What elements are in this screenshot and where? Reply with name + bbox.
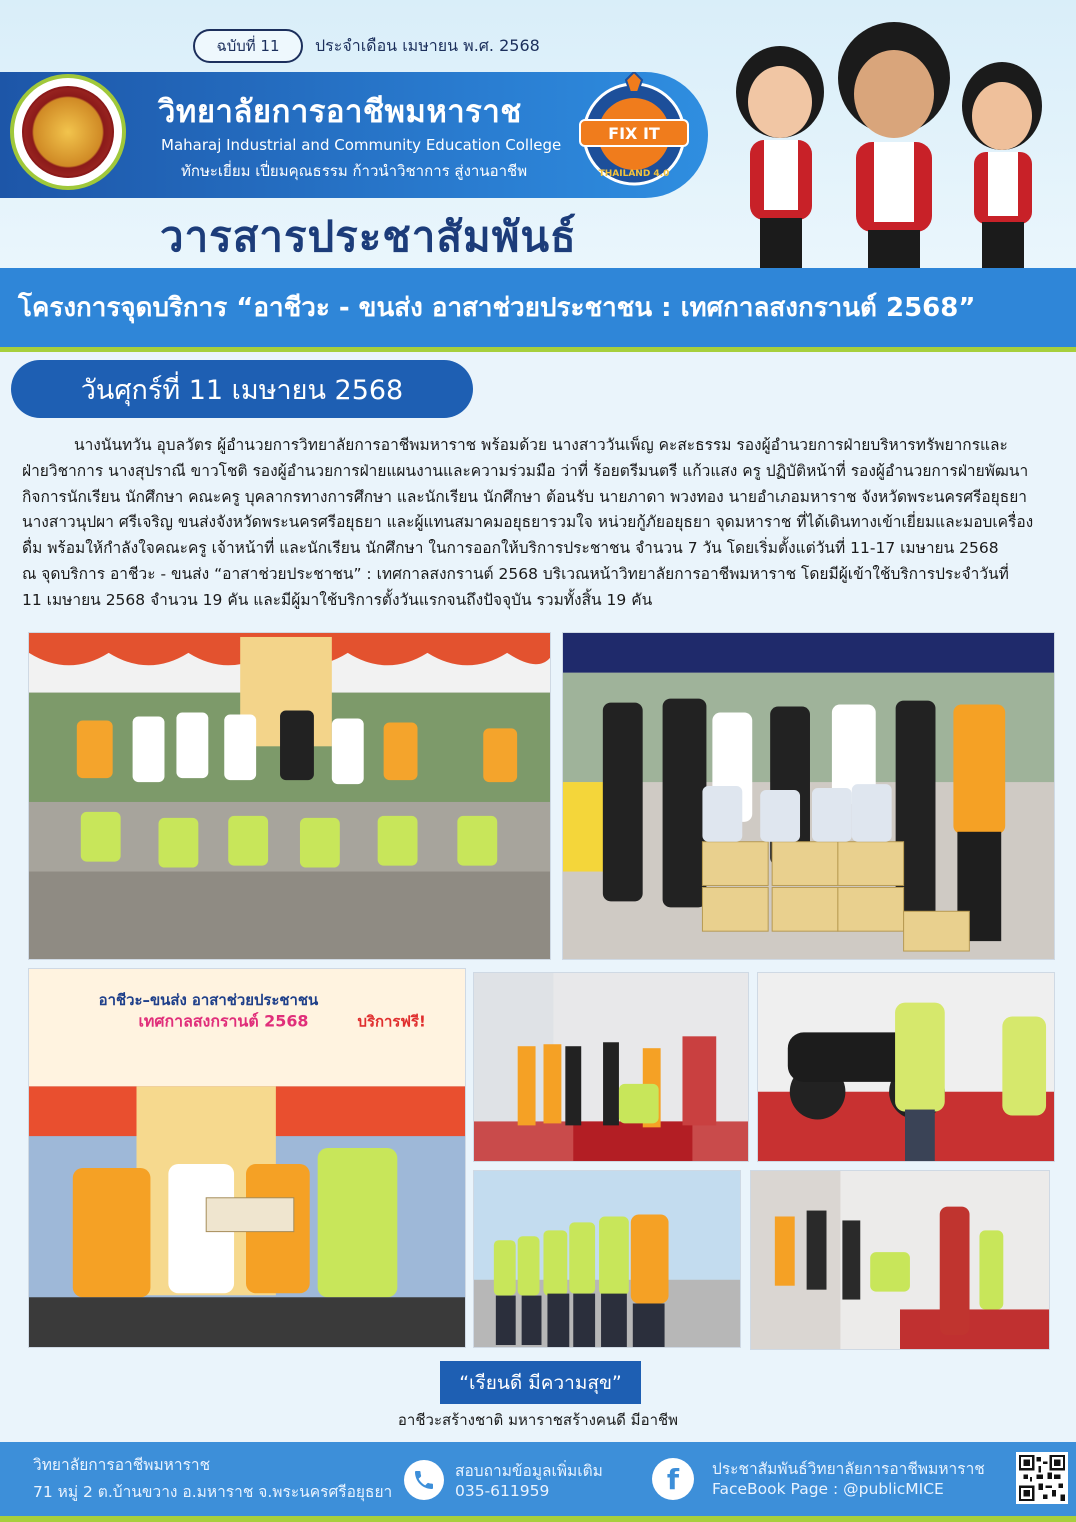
- badge-text: FIX IT: [608, 124, 660, 143]
- issue-month: ประจำเดือน เมษายน พ.ศ. 2568: [315, 36, 540, 55]
- officials-photo: [562, 632, 1055, 960]
- repair-bay-photo: [750, 1170, 1050, 1350]
- footer-address: 71 หมู่ 2 ต.บ้านขวาง อ.มหาราช จ.พระนครศรีอยุธยา: [33, 1483, 393, 1501]
- article-body: [22, 433, 1056, 614]
- group-photo: [28, 632, 551, 960]
- project-title: โครงการจุดบริการ “อาชีวะ - ขนส่ง อาสาช่วยประชาชน : เทศกาลสงกรานต์ 2568”: [18, 293, 976, 323]
- footer-college: วิทยาลัยการอาชีพมหาราช: [33, 1456, 211, 1474]
- issue-number: ฉบับที่ 11: [193, 29, 303, 63]
- slogan-subtext: อาชีวะสร้างชาติ มหาราชสร้างคนดี มีอาชีพ: [397, 1411, 679, 1429]
- college-logo-icon: [10, 74, 126, 190]
- motorcycle-service-photo: [757, 972, 1055, 1162]
- college-name-thai: วิทยาลัยการอาชีพมหาราช: [158, 94, 522, 130]
- phone-icon: [404, 1460, 444, 1500]
- article-line: ฝ่ายวิชาการ นางสุปราณี ขาวโชติ รองผู้อำนวยการฝ่ายแผนงานและความร่วมมือ ว่าที่ ร้อยตรีมนตรี แก้วแสง ครู ปฏิบัติหน้าที่ รองผู้อำนวยการฝ่ายพัฒนา: [22, 461, 1029, 480]
- qr-code-icon[interactable]: [1016, 1452, 1068, 1504]
- badge-subtext: THAILAND 4.0: [598, 169, 670, 179]
- event-date: วันศุกร์ที่ 11 เมษายน 2568: [11, 360, 473, 418]
- garage-photo: [473, 972, 749, 1162]
- contact-label: สอบถามข้อมูลเพิ่มเติม: [455, 1462, 603, 1480]
- article-line: กิจการนักเรียน นักศึกษา คณะครู บุคลากรทางการศึกษา และนักเรียน นักศึกษา ต้อนรับ นายภาดา พวงทอง นายอำเภอมหาราช จังหวัดพระนครศรีอยุธยา: [22, 487, 1028, 506]
- journal-title: วารสารประชาสัมพันธ์: [160, 212, 577, 261]
- article-line: ดื่ม พร้อมให้กำลังใจคณะครู เจ้าหน้าที่ และนักเรียน นักศึกษา ในการออกให้บริการประชาชน จำนวน 7 วัน โดยเริ่มตั้งแต่วันที่ 11-17 เมษายน 2568: [22, 539, 999, 558]
- article-line: ณ จุดบริการ อาชีวะ - ขนส่ง “อาสาช่วยประชาชน” : เทศกาลสงกรานต์ 2568 บริเวณหน้าวิทยาลัยการอาชีพมหาราช โดยมีผู้เข้าใช้บริการประจำวันที่: [22, 564, 1009, 583]
- banner-line-2: เทศกาลสงกรานต์ 2568: [138, 1011, 309, 1031]
- banner-line-1: อาชีวะ–ขนส่ง อาสาช่วยประชาชน: [98, 990, 319, 1009]
- slogan-box: “เรียนดี มีความสุข”: [440, 1361, 641, 1404]
- footer: [0, 1442, 1076, 1522]
- pr-label: ประชาสัมพันธ์วิทยาลัยการอาชีพมหาราช: [712, 1460, 985, 1478]
- project-banner: [0, 268, 1076, 352]
- college-name-english: Maharaj Industrial and Community Education College: [161, 136, 562, 154]
- mascot-illustration: [722, 22, 1062, 272]
- banner-line-3: บริการฟรี!: [357, 1012, 426, 1031]
- article-line: นางสาวนุปผา ศรีเจริญ ขนส่งจังหวัดพระนครศรีอยุธยา และผู้แทนสมาคมอยุธยารวมใจ หน่วยกู้ภัยอยุธยา จุดมหาราช ที่ได้เดินทางเข้าเยี่ยมและมอบเครื่อง: [22, 513, 1034, 532]
- facebook-page[interactable]: FaceBook Page : @publicMICE: [712, 1480, 944, 1498]
- facebook-icon: f: [652, 1458, 694, 1500]
- article-line: 11 เมษายน 2568 จำนวน 19 คัน และมีผู้มาใช้บริการตั้งวันแรกจนถึงปัจจุบัน รวมทั้งสิ้น 19 คัน: [22, 590, 653, 609]
- college-motto: ทักษะเยี่ยม เปี่ยมคุณธรรม ก้าวนำวิชาการ สู่งานอาชีพ: [181, 162, 528, 180]
- fixit-badge-icon: [574, 72, 694, 190]
- handover-photo: [28, 968, 466, 1348]
- contact-phone[interactable]: 035-611959: [455, 1482, 550, 1500]
- students-line-photo: [473, 1170, 741, 1348]
- article-line: นางนันทวัน อุบลวัตร ผู้อำนวยการวิทยาลัยการอาชีพมหาราช พร้อมด้วย นางสาววันเพ็ญ คะสะธรรม รองผู้อำนวยการฝ่ายบริหารทรัพยากรและ: [74, 436, 1008, 454]
